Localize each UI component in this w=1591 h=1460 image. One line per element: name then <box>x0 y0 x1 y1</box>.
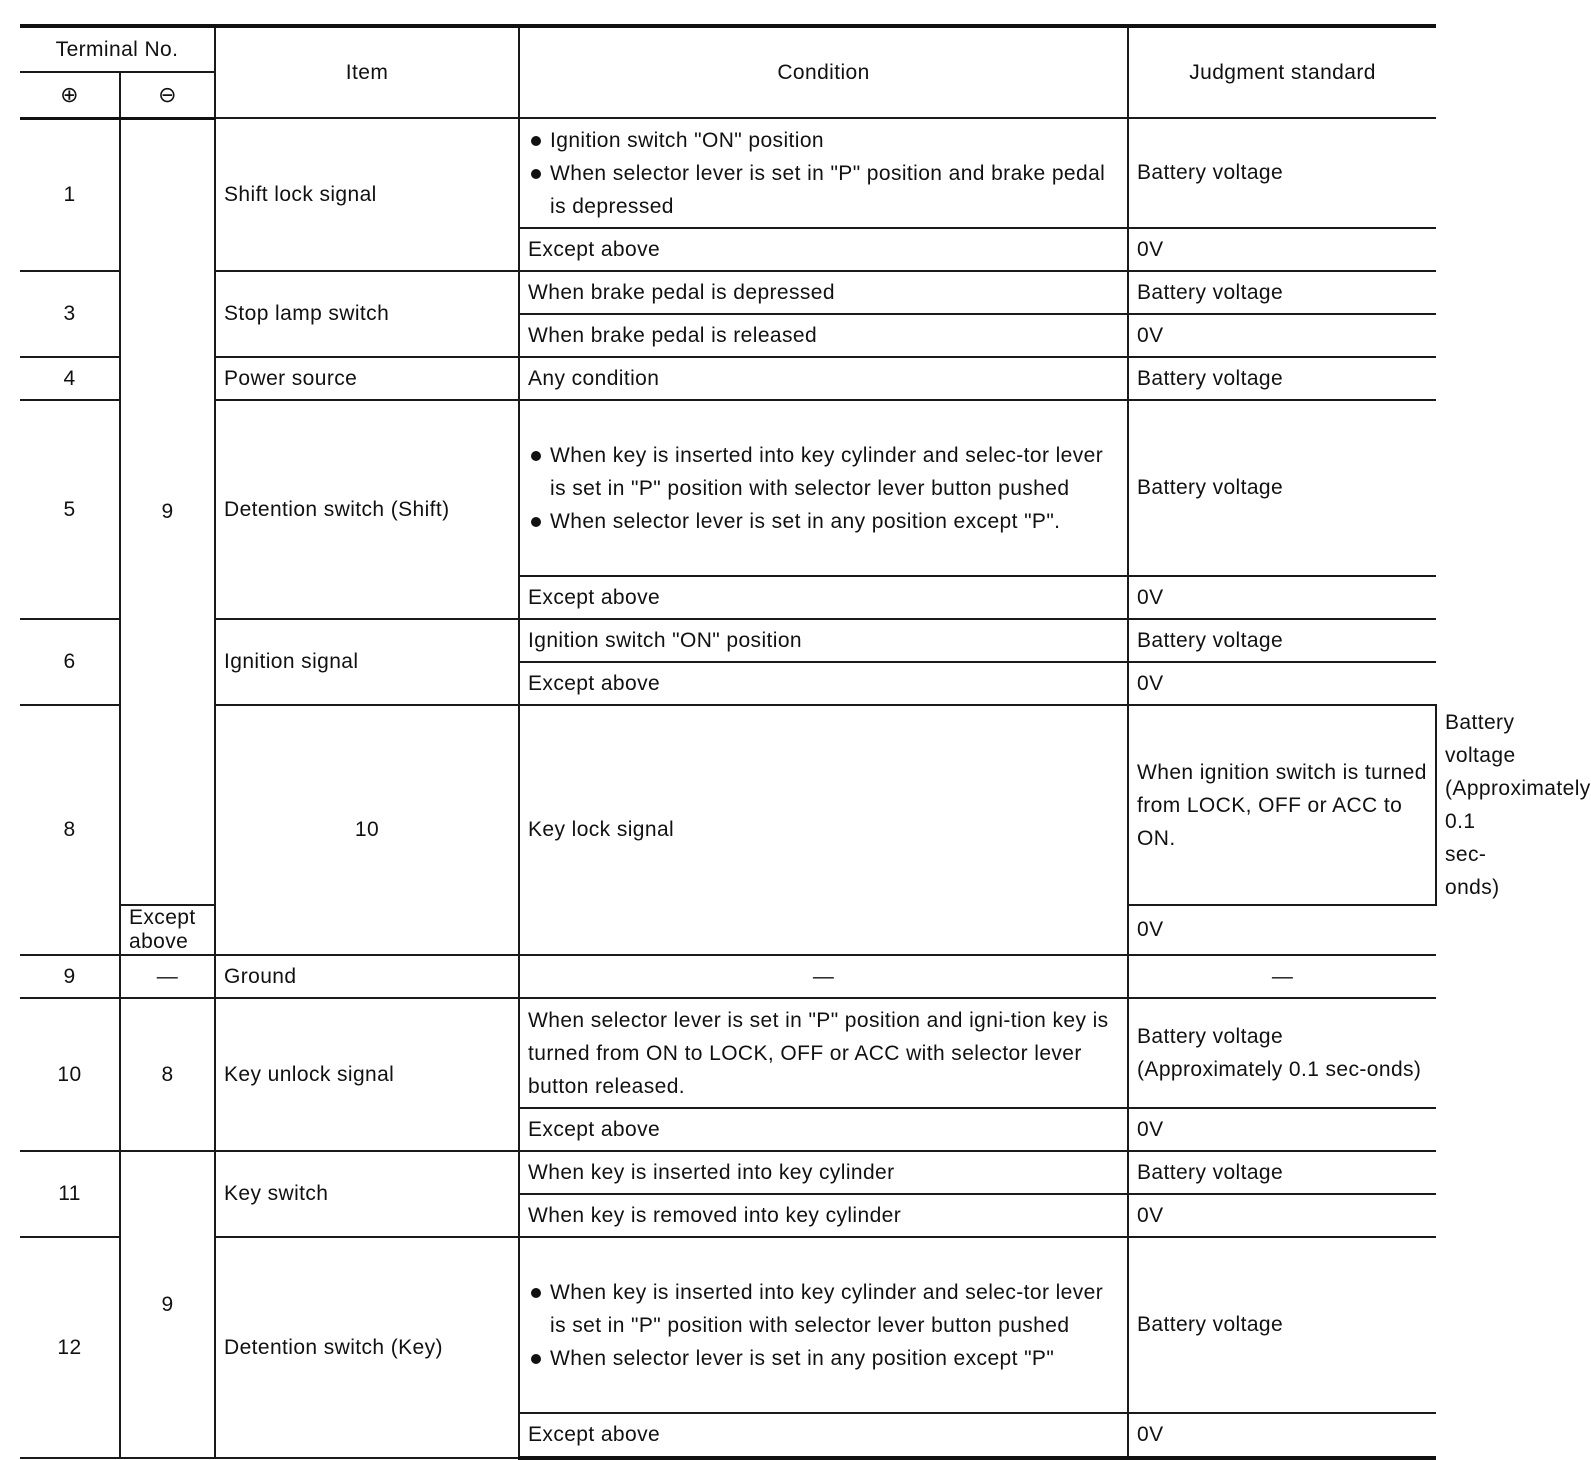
condition-cell: When key is removed into key cylinder <box>519 1194 1128 1237</box>
item-cell: Power source <box>215 357 519 400</box>
item-cell: Detention switch (Shift) <box>215 400 519 619</box>
item-cell: Ground <box>215 955 519 998</box>
condition-cell: Except above <box>519 228 1128 271</box>
item-cell: Stop lamp switch <box>215 271 519 357</box>
item-cell: Key unlock signal <box>215 998 519 1151</box>
terminal-no-header: Terminal No. <box>20 26 215 72</box>
terminal-cell: 6 <box>20 619 120 705</box>
condition-cell: When brake pedal is depressed <box>519 271 1128 314</box>
condition-cell: Except above <box>519 1108 1128 1151</box>
table-row <box>20 955 1436 998</box>
condition-cell: Any condition <box>519 357 1128 400</box>
table-row <box>20 357 1436 400</box>
judgment-cell: Battery voltage <box>1128 271 1436 314</box>
item-cell: Key switch <box>215 1151 519 1237</box>
minus-terminal-cell: 10 <box>215 705 519 955</box>
terminal-cell: 11 <box>20 1151 120 1237</box>
condition-cell: When selector lever is set in "P" position and igni-tion key is turned from ON to LOCK, OFF or ACC with selector lever button released. <box>519 998 1128 1108</box>
condition-cell: Ignition switch "ON" position <box>519 619 1128 662</box>
judgment-header: Judgment standard <box>1128 26 1436 118</box>
condition-bullet: When key is inserted into key cylinder and selec-tor lever is set in "P" position with selector lever button pushed <box>528 439 1119 505</box>
table-row <box>20 998 1436 1108</box>
judgment-cell: Battery voltage <box>1128 1237 1436 1413</box>
terminal-cell: 3 <box>20 271 120 357</box>
judgment-cell: — <box>1128 955 1436 998</box>
judgment-cell: Battery voltage <box>1128 1151 1436 1194</box>
judgment-cell: Battery voltage <box>1128 118 1436 228</box>
condition-cell: When brake pedal is released <box>519 314 1128 357</box>
item-cell: Shift lock signal <box>215 118 519 271</box>
table-row <box>20 1237 1436 1413</box>
judgment-cell: Battery voltage <box>1128 357 1436 400</box>
condition-cell: Except above <box>519 576 1128 619</box>
minus-terminal-cell: 9 <box>120 1151 215 1458</box>
minus-terminal-header: ⊖ <box>120 72 215 118</box>
table-row: 8 10 Key lock signal When ignition switch is turned from LOCK, OFF or ACC to ON. Battery voltage (Approximately 0.1 sec-onds) <box>20 705 1436 905</box>
plus-terminal-header: ⊕ <box>20 72 120 118</box>
condition-header: Condition <box>519 26 1128 118</box>
condition-cell: Except above <box>519 1413 1128 1458</box>
judgment-cell: Battery voltage (Approximately 0.1 sec-onds) <box>1128 998 1436 1108</box>
condition-bullet: Ignition switch "ON" position <box>528 124 1119 157</box>
judgment-cell: Battery voltage <box>1128 619 1436 662</box>
condition-cell: When ignition switch is turned from LOCK, OFF or ACC to ON. <box>1128 705 1436 905</box>
terminal-cell: 4 <box>20 357 120 400</box>
terminal-cell: 5 <box>20 400 120 619</box>
terminal-cell: 12 <box>20 1237 120 1458</box>
judgment-cell: 0V <box>1128 662 1436 705</box>
minus-terminal-cell: 9 <box>120 118 215 905</box>
judgment-cell: 0V <box>1128 314 1436 357</box>
condition-cell: When key is inserted into key cylinder <box>519 1151 1128 1194</box>
condition-cell <box>519 1237 1128 1413</box>
condition-bullet: When key is inserted into key cylinder and selec-tor lever is set in "P" position with selector lever button pushed <box>528 1276 1119 1342</box>
item-cell: Detention switch (Key) <box>215 1237 519 1458</box>
judgment-cell: 0V <box>1128 228 1436 271</box>
table-row <box>20 271 1436 314</box>
judgment-cell: 0V <box>1128 905 1436 955</box>
condition-bullet: When selector lever is set in any position except "P". <box>528 505 1119 538</box>
judgment-cell: 0V <box>1128 576 1436 619</box>
condition-cell: Except above <box>120 905 215 955</box>
condition-cell <box>519 400 1128 576</box>
condition-bullet: When selector lever is set in any position except "P" <box>528 1342 1119 1375</box>
judgment-cell: Battery voltage <box>1128 400 1436 576</box>
item-header: Item <box>215 26 519 118</box>
terminal-cell: 9 <box>20 955 120 998</box>
judgment-cell: 0V <box>1128 1413 1436 1458</box>
judgment-cell: 0V <box>1128 1194 1436 1237</box>
terminal-cell: 1 <box>20 118 120 271</box>
condition-bullet: When selector lever is set in "P" position and brake pedal is depressed <box>528 157 1119 223</box>
item-cell: Key lock signal <box>519 705 1128 955</box>
minus-terminal-cell: — <box>120 955 215 998</box>
terminal-cell: 8 <box>20 705 120 955</box>
terminal-cell: 10 <box>20 998 120 1151</box>
item-cell: Ignition signal <box>215 619 519 705</box>
table-row <box>20 619 1436 662</box>
table-row <box>20 118 1436 228</box>
condition-cell: Except above <box>519 662 1128 705</box>
header-row-1 <box>20 26 1436 72</box>
terminal-inspection-table <box>20 24 1591 1460</box>
condition-cell: — <box>519 955 1128 998</box>
minus-terminal-cell: 8 <box>120 998 215 1151</box>
table-row <box>20 1151 1436 1194</box>
table-row <box>20 400 1436 576</box>
judgment-cell: 0V <box>1128 1108 1436 1151</box>
condition-cell <box>519 118 1128 228</box>
